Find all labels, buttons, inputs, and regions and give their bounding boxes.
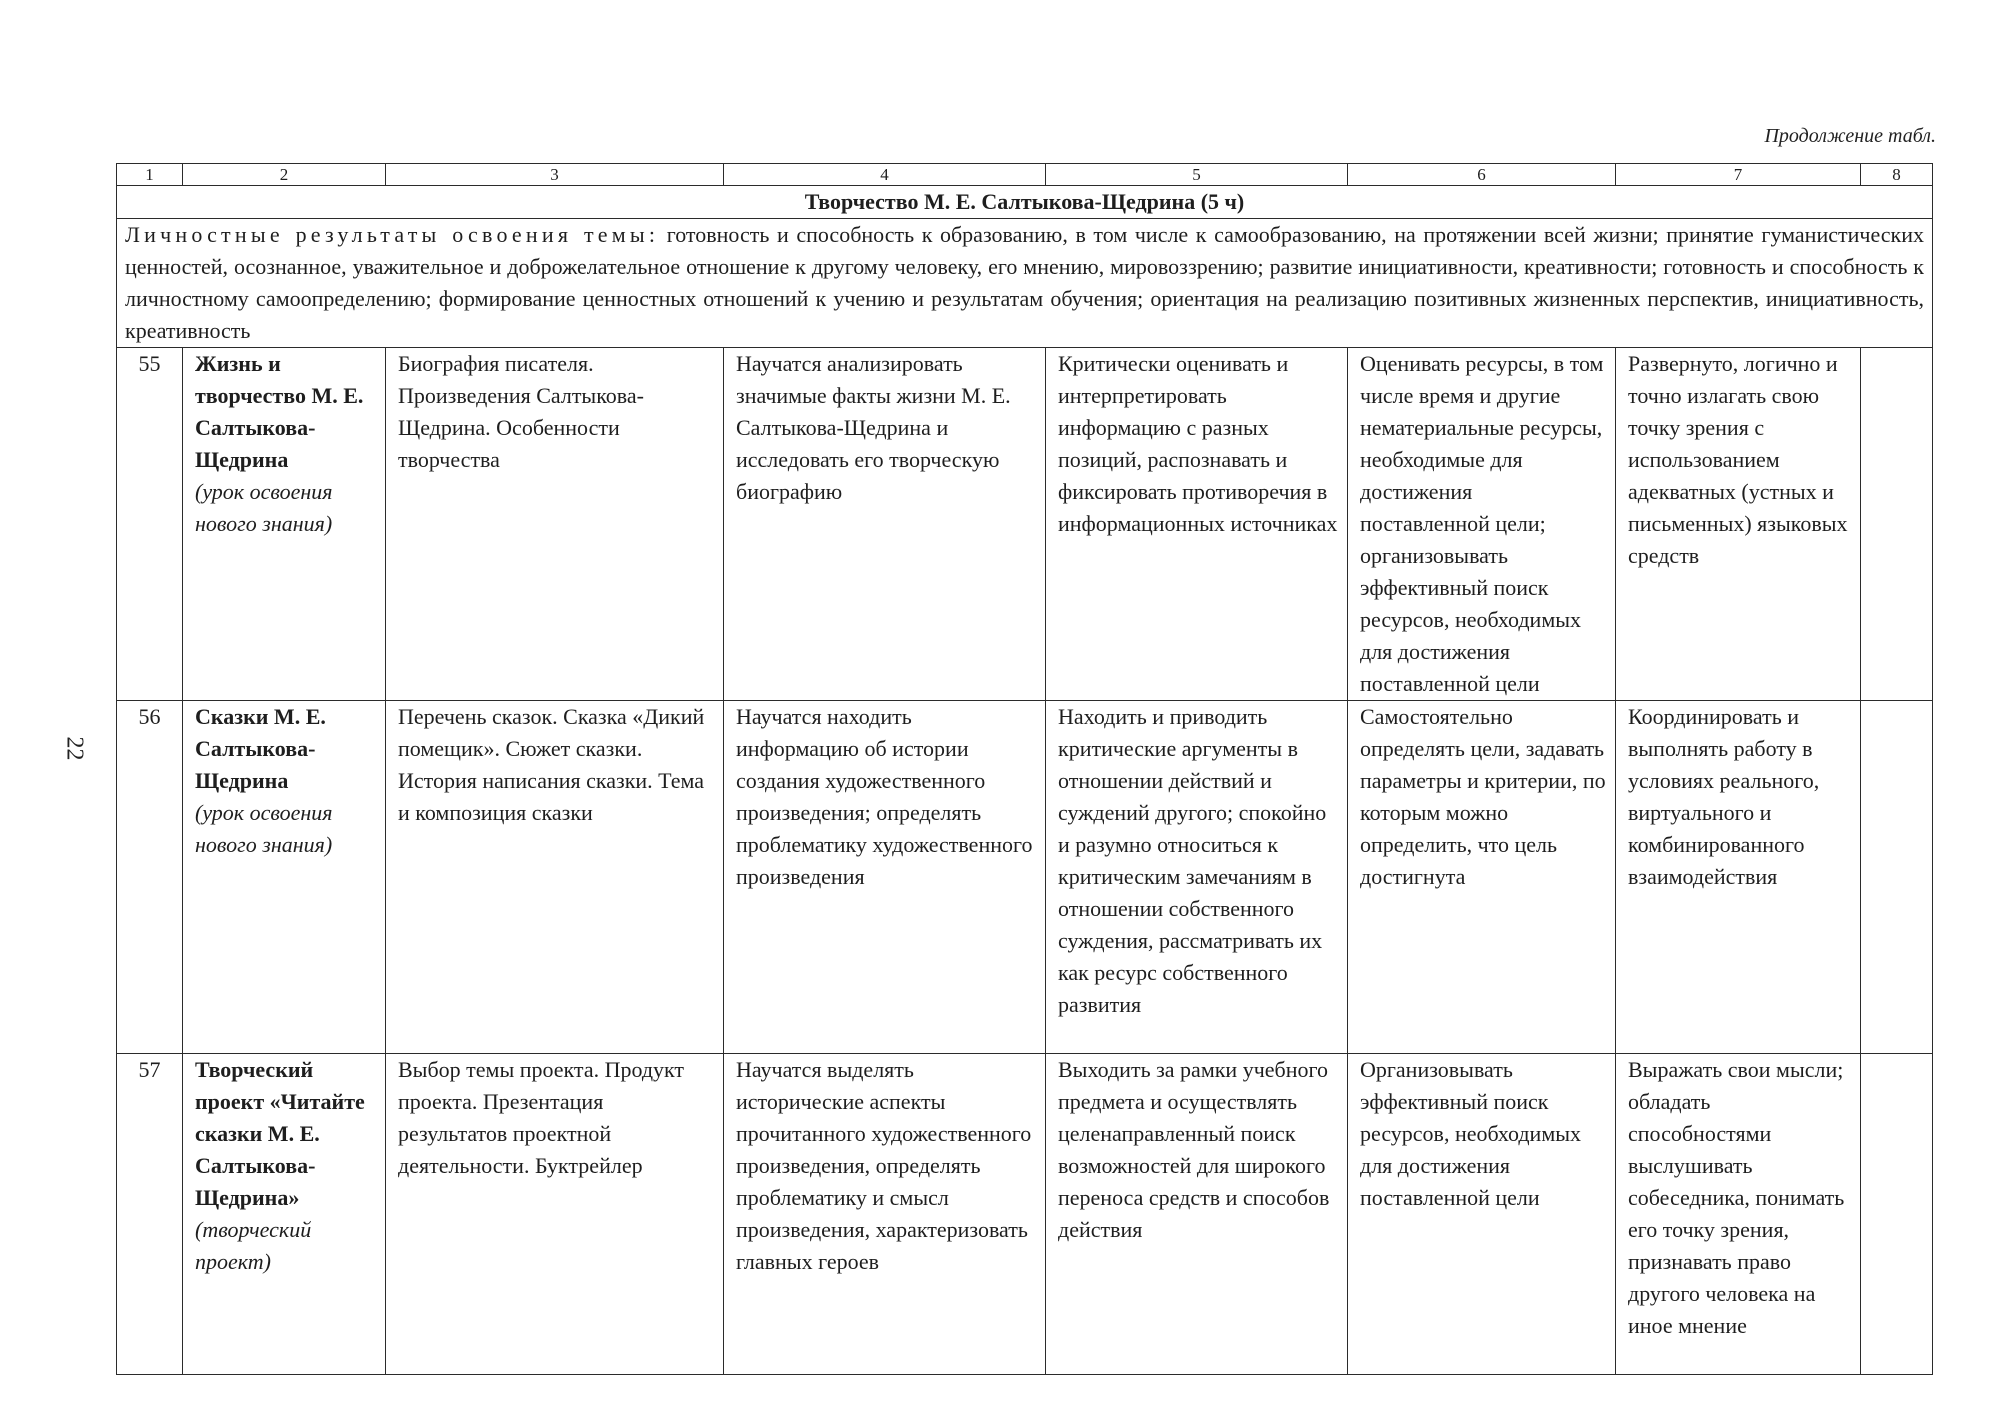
regulatory-actions: Самостоятельно определять цели, задавать параметры и критерии, по которым можно определить, что цель достигнута (1348, 701, 1616, 1054)
regulatory-actions: Оценивать ресурсы, в том числе время и другие нематериальные ресурсы, необходимые для достижения поставленной цели; организовывать эффективный поиск ресурсов, необходимых для достижения поставленной цели (1348, 348, 1616, 701)
cognitive-actions: Критически оценивать и интерпретировать информацию с разных позиций, распознавать и фиксировать противоречия в информационных источниках (1046, 348, 1348, 701)
lesson-number: 57 (117, 1054, 183, 1375)
personal-results-row (117, 219, 1933, 348)
section-title: Творчество М. Е. Салтыкова-Щедрина (5 ч) (117, 186, 1933, 219)
lesson-title: Творческий проект «Читайте сказки М. Е. Салтыкова-Щедрина» (195, 1057, 365, 1210)
column-number: 8 (1861, 164, 1933, 186)
regulatory-actions: Организовывать эффективный поиск ресурсов, необходимых для достижения поставленной цели (1348, 1054, 1616, 1375)
lesson-content: Выбор темы проекта. Продукт проекта. Презентация результатов проектной деятельности. Буктрейлер (386, 1054, 724, 1375)
lesson-topic (183, 701, 386, 1054)
page-number: 22 (61, 736, 88, 761)
lesson-number: 55 (117, 348, 183, 701)
table-row (117, 348, 1933, 701)
column-number: 4 (724, 164, 1046, 186)
communicative-actions: Координировать и выполнять работу в условиях реального, виртуального и комбинированного взаимодействия (1616, 701, 1861, 1054)
lesson-content: Биография писателя. Произведения Салтыкова-Щедрина. Особенности творчества (386, 348, 724, 701)
column-8-cell (1861, 348, 1933, 701)
subject-results: Научатся анализировать значимые факты жизни М. Е. Салтыкова-Щедрина и исследовать его творческую биографию (724, 348, 1046, 701)
lesson-plan-table (116, 163, 1933, 1375)
column-number: 7 (1616, 164, 1861, 186)
lesson-title: Сказки М. Е. Салтыкова-Щедрина (195, 704, 326, 793)
column-number-row (117, 164, 1933, 186)
subject-results: Научатся выделять исторические аспекты прочитанного художественного произведения, определять проблематику и смысл произведения, характеризовать главных героев (724, 1054, 1046, 1375)
communicative-actions: Выражать свои мысли; обладать способностями выслушивать собеседника, понимать его точку зрения, признавать право другого человека на иное мнение (1616, 1054, 1861, 1375)
lesson-title: Жизнь и творчество М. Е. Салтыкова-Щедрина (195, 351, 364, 472)
column-8-cell (1861, 701, 1933, 1054)
table-row (117, 701, 1933, 1054)
continuation-label: Продолжение табл. (1764, 125, 1936, 147)
lesson-type: (урок освоения нового знания) (195, 479, 333, 536)
lesson-type: (творческий проект) (195, 1217, 312, 1274)
cognitive-actions: Находить и приводить критические аргументы в отношении действий и суждений другого; спокойно и разумно относиться к критическим замечаниям в отношении собственного суждения, рассматривать их как ресурс собственного развития (1046, 701, 1348, 1054)
subject-results: Научатся находить информацию об истории создания художественного произведения; определять проблематику художественного произведения (724, 701, 1046, 1054)
communicative-actions: Развернуто, логично и точно излагать свою точку зрения с использованием адекватных (устных и письменных) языковых средств (1616, 348, 1861, 701)
table-row (117, 1054, 1933, 1375)
personal-results-text: готовность и способность к образованию, в том числе к самообразованию, на протяжении всей жизни; принятие гуманистических ценностей, осознанное, уважительное и доброжелательное отношение к другому человеку, его мнению, мировоззрению; развитие инициативности, креативности; готовность и способность к личностному самоопределению; формирование ценностных отношений к учению и результатам обучения; ориентация на реализацию позитивных жизненных перспектив, инициативность, креативность (125, 222, 1924, 343)
column-8-cell (1861, 1054, 1933, 1375)
section-title-row (117, 186, 1933, 219)
personal-results-label: Личностные результаты освоения темы: (125, 222, 660, 247)
lesson-content: Перечень сказок. Сказка «Дикий помещик». Сюжет сказки. История написания сказки. Тема и композиция сказки (386, 701, 724, 1054)
cognitive-actions: Выходить за рамки учебного предмета и осуществлять целенаправленный поиск возможностей для широкого переноса средств и способов действия (1046, 1054, 1348, 1375)
lesson-topic (183, 1054, 386, 1375)
column-number: 5 (1046, 164, 1348, 186)
column-number: 1 (117, 164, 183, 186)
lesson-type: (урок освоения нового знания) (195, 800, 333, 857)
column-number: 3 (386, 164, 724, 186)
lesson-number: 56 (117, 701, 183, 1054)
lesson-topic (183, 348, 386, 701)
personal-results (117, 219, 1933, 348)
column-number: 6 (1348, 164, 1616, 186)
column-number: 2 (183, 164, 386, 186)
